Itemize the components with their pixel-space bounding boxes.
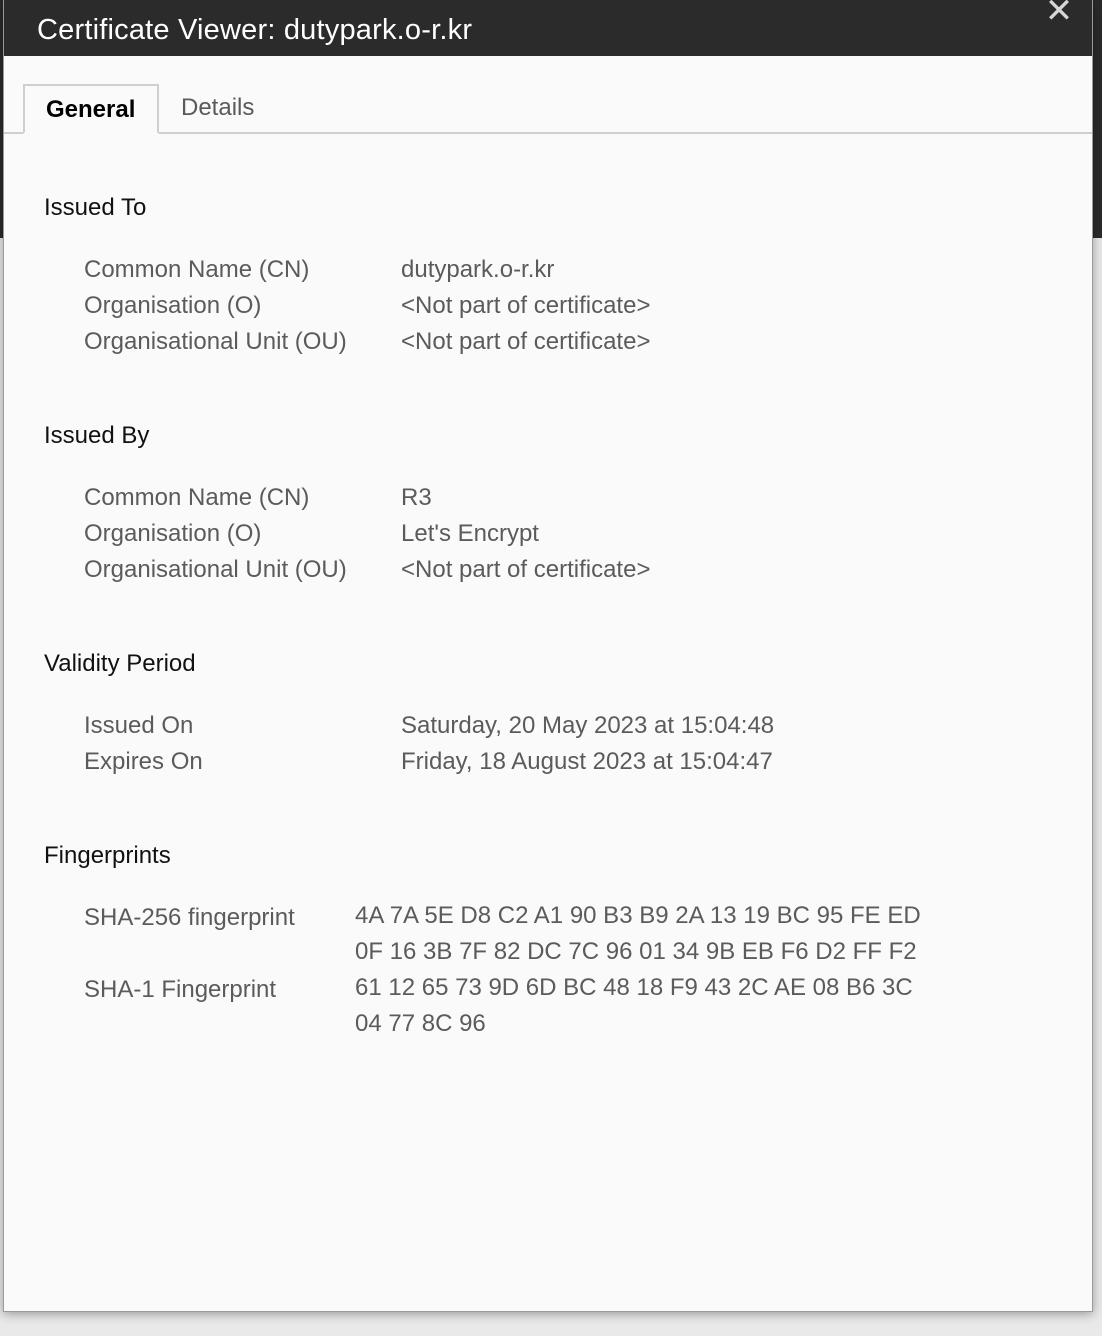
issued-by-ou-value: <Not part of certificate> xyxy=(401,556,651,583)
issued-to-ou-value: <Not part of certificate> xyxy=(401,328,651,355)
section-fingerprints-title: Fingerprints xyxy=(44,842,171,869)
issued-to-ou-label: Organisational Unit (OU) xyxy=(84,328,347,355)
tab-bar xyxy=(4,84,1092,134)
sha256-value-line1: 4A 7A 5E D8 C2 A1 90 B3 B9 2A 13 19 BC 95 FE ED xyxy=(355,902,921,929)
tab-details[interactable]: Details xyxy=(181,94,255,121)
sha1-label: SHA-1 Fingerprint xyxy=(84,976,277,1003)
section-issued-by-title: Issued By xyxy=(44,422,150,449)
title-bar xyxy=(4,0,1092,56)
issued-by-o-label: Organisation (O) xyxy=(84,520,262,547)
section-validity-title: Validity Period xyxy=(44,650,196,677)
certificate-viewer-dialog xyxy=(3,0,1093,1312)
issued-to-o-value: <Not part of certificate> xyxy=(401,292,651,319)
dialog-title: Certificate Viewer: dutypark.o-r.kr xyxy=(37,14,473,46)
sha256-label: SHA-256 fingerprint xyxy=(84,904,295,931)
issued-by-cn-value: R3 xyxy=(401,484,432,511)
issued-to-cn-value: dutypark.o-r.kr xyxy=(401,256,555,283)
expires-on-label: Expires On xyxy=(84,748,203,775)
section-issued-to-title: Issued To xyxy=(44,194,147,221)
issued-by-ou-label: Organisational Unit (OU) xyxy=(84,556,347,583)
issued-on-value: Saturday, 20 May 2023 at 15:04:48 xyxy=(401,712,775,739)
sha1-value-line2: 04 77 8C 96 xyxy=(355,1010,486,1037)
backdrop-right xyxy=(1092,0,1102,238)
issued-to-o-label: Organisation (O) xyxy=(84,292,262,319)
sha256-value-line2: 0F 16 3B 7F 82 DC 7C 96 01 34 9B EB F6 D2 FF F2 xyxy=(355,938,917,965)
sha1-value-line1: 61 12 65 73 9D 6D BC 48 18 F9 43 2C AE 08 B6 3C xyxy=(355,974,913,1001)
issued-by-o-value: Let's Encrypt xyxy=(401,520,539,547)
tab-general[interactable]: General xyxy=(23,84,159,134)
issued-to-cn-label: Common Name (CN) xyxy=(84,256,310,283)
close-icon[interactable]: ✕ xyxy=(1044,0,1074,31)
expires-on-value: Friday, 18 August 2023 at 15:04:47 xyxy=(401,748,773,775)
issued-by-cn-label: Common Name (CN) xyxy=(84,484,310,511)
issued-on-label: Issued On xyxy=(84,712,194,739)
